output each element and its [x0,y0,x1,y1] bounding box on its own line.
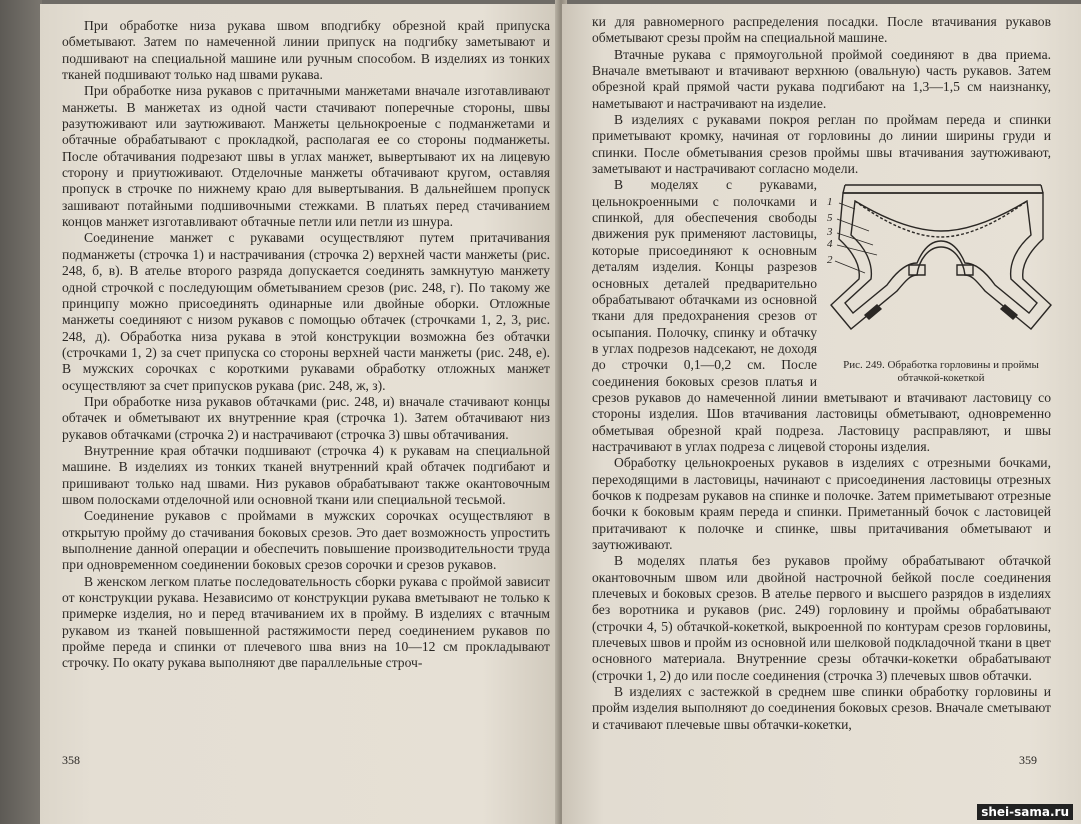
paragraph: При обработке низа рукава швом вподгибку обрезной край припуска обметывают. Затем по намеченной линии припуск на подгибку заметывают и подшивают на специальной машине или ручным способом. В изделиях из тонких тканей подшивают только над швами рукава. [62,18,550,83]
figure-label: 1 [827,196,833,209]
paragraph: Соединение манжет с рукавами осуществляют путем притачивания подманжеты (строчка 1) и настрачивания (строчка 2) верхней части манжеты (рис. 248, б, в). В ателье второго разряда допускается соединять замкнутую манжету одной строчкой с последующим обметыванием срезов (рис. 248, г). По такому же принципу можно присоединять одинарные или двойные оборки. Отложные манжеты соединяют с низом рукавов с помощью обтачек (строчками 1, 2, 3, рис. 248, д). Обработка низа рукава в этой конструкции возможна без обтачки (строчками 1, 2) за счет припуска со стороны верхней части манжеты (рис. 248, е). В мужских сорочках с короткими рукавами обработку отложных манжет осуществляют за счет припусков рукава (рис. 248, ж, з). [62,230,550,393]
scan-background [0,0,42,824]
page-number: 358 [62,753,80,767]
paragraph: В изделиях с рукавами покроя реглан по проймам переда и спинки приметывают кромку, начиная от горловины до линии ширины груди и спинки. После обметывания срезов проймы швы втачивания заутюживают, заметывают и настрачивают согласно модели. [592,112,1051,177]
page-number: 359 [1019,753,1037,767]
paragraph: Соединение рукавов с проймами в мужских сорочках осуществляют в открытую пройму до стачивания боковых срезов. Это дает возможность упростить выполнение данной операции и обеспечить повышение производительности труда при одновременном соединении боковых срезов сорочки и срезов рукавов. [62,508,550,573]
paragraph: В женском легком платье последовательность сборки рукава с проймой зависит от конструкции рукава. Независимо от конструкции рукава вметывают не только к примерке изделия, но и перед втачиванием их в пройму. В изделиях с втачным рукавом из тканей повышенной растяжимости перед соединением рукавов по пройме переда и спинки от плечевого шва вниз на 10—12 см прокладывают строчку. По окату рукава выполняют две параллельные строч- [62,573,550,671]
paragraph: Втачные рукава с прямоугольной проймой соединяют в два приема. Вначале вметывают и втачивают верхнюю (овальную) часть рукавов. Затем обрезной край прямой части рукава подгибают на 1,3—1,5 см наизнанку, наметывают и настрачивают на изделие. [592,46,1051,111]
figure-caption: Рис. 249. Обработка горловины и проймы обтачкой-кокеткой [843,359,1039,385]
paragraph: В изделиях с застежкой в среднем шве спинки обработку горловины и пройм изделия выполняют до соединения боковых срезов. Вначале сметывают и стачивают плечевые швы обтачки-кокетки, [592,684,1051,732]
figure-label: 5 [827,212,833,225]
figure-label: 4 [827,238,833,251]
paragraph: Внутренние края обтачки подшивают (строчка 4) к рукавам на специальной машине. В изделиях из тонких тканей внутренний край обтачек подгибают и пришивают только над швами. Низ рукавов обрабатывают также окантовочным швом полосками отделочной или основной ткани или специальной тесьмой. [62,442,550,507]
right-page-text [592,14,1051,733]
paragraph: При обработке низа рукавов с притачными манжетами вначале изготавливают манжеты. В манжетах из одной части стачивают поперечные стороны, швы разутюживают или заутюживают. Манжеты цельнокроеные с подманжетами и обтачные обрабатывают с прокладкой, располагая ее со стороны подманжеты. После обтачивания подрезают швы в углах манжет, вывертывают их на лицевую сторону и приутюживают. Отделочные манжеты обтачивают кругом, оставляя пропуск в строчке по нижнему краю для вывертывания. В дальнейшем пропуск зашивают потайными подшивочными стежками. В платьях перед стачиванием концов манжет изготавливают обтачные петли или петли из шнура. [62,83,550,230]
right-page [562,4,1081,824]
paragraph: В моделях с рукавами, цельнокроенными с полочками и спинкой, для обеспечения свободы движения рук применяют ластовицы, которые присоединяют к основным деталям изделия. Концы разрезов основных деталей предварительно обрабатывают обтачками из основной ткани для предохранения срезов от осыпания. Полочку, спинку и обтачку в углах подрезов надсекают, не доходя до строчки 0,1—0,2 см. После соединения боковых срезов платья и срезов рукавов до намеченной линии вметывают и втачивают ластовицу со стороны изделия. Шов втачивания ластовицы обметывают, одновременно обметывая обрезной край подреза. Ластовицу расправляют, и швы настрачивают в углах подреза с лицевой стороны изделия. [592,177,1051,454]
neckline-facing-diagram [825,179,1057,357]
left-page-text [62,18,550,672]
paragraph: Обработку цельнокроеных рукавов в изделиях с отрезными бочками, переходящими в ластовицы, начинают с присоединения ластовицы отрезных бочков к подрезам рукавов на спинке и полочке. Затем приметывают отрезные бочки к боковым краям переда и спинки. Приметанный бочок с ластовицей притачивают к полочке и спинке, швы притачивания обметывают и заутюживают. [592,455,1051,552]
figure-249 [825,179,1057,385]
paragraph: При обработке низа рукавов обтачками (рис. 248, и) вначале стачивают концы обтачек и обметывают их внутренние края (строчка 1). Затем обтачивают низ рукавов обтачками (строчка 2) и настрачивают (строчка 3) швы обтачивания. [62,393,550,442]
site-watermark: shei-sama.ru [977,804,1073,820]
paragraph: ки для равномерного распределения посадки. После втачивания рукавов обметывают срезы пройм на специальной машине. [592,14,1051,46]
figure-label: 3 [827,226,833,239]
figure-label: 2 [827,254,833,267]
left-page [40,4,560,824]
paragraph: В моделях платья без рукавов пройму обрабатывают обтачкой окантовочным швом или двойной настрочной бейкой после соединения плечевых и боковых срезов. В ателье первого и высшего разрядов в изделиях без воротника и рукавов (рис. 249) горловину и проймы обрабатывают (строчки 4, 5) обтачкой-кокеткой, выкроенной по контурам срезов горловины, плечевых швов и пройм из основной или шелковой подкладочной ткани в цвет основного материала. Внутренние срезы обтачки-кокетки обрабатывают (строчки 1, 2) до или после соединения (строчка 3) плечевых швов обтачки. [592,553,1051,683]
